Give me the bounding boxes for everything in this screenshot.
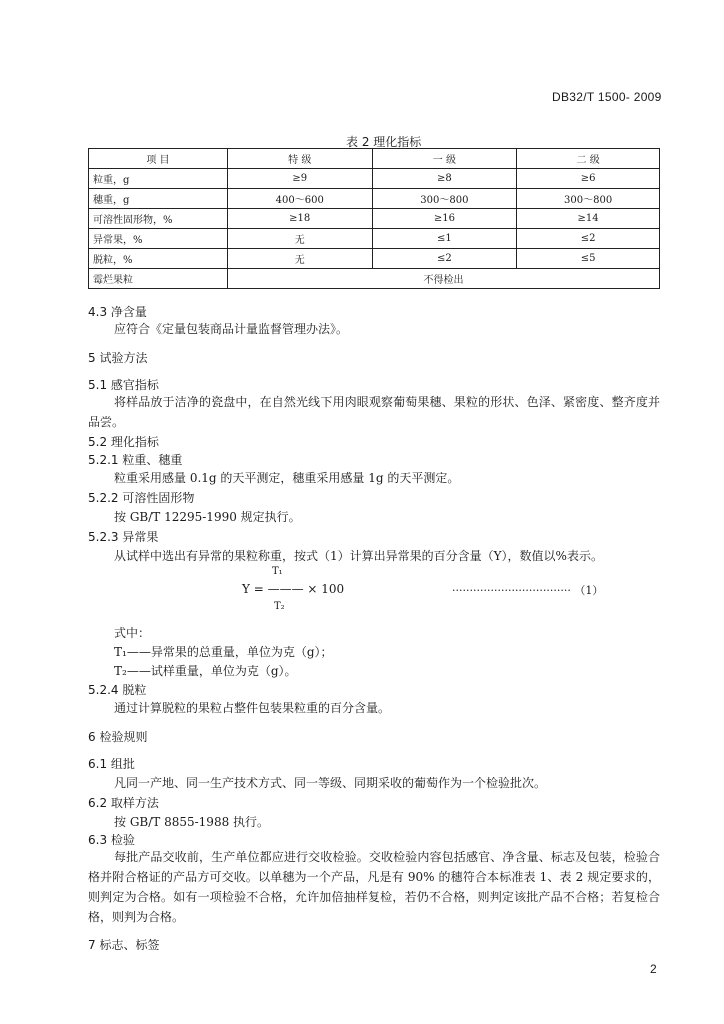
section-heading: 5.2.4 脱粒 xyxy=(88,683,147,697)
table-cell: ≤5 xyxy=(517,249,660,269)
formula-where-label: 式中： xyxy=(114,626,151,640)
section-heading: 5.2.3 异常果 xyxy=(88,530,159,544)
section-text: 粒重采用感量 0.1g 的天平测定，穗重采用感量 1g 的天平测定。 xyxy=(114,471,460,485)
column-header: 特 级 xyxy=(227,149,372,169)
formula-variable: T₁——异常果的总重量，单位为克（g）； xyxy=(114,645,333,659)
formula-denominator: T₂ xyxy=(274,601,285,612)
section-heading: 6.2 取样方法 xyxy=(88,796,159,810)
table-cell: 可溶性固形物，% xyxy=(89,209,228,229)
table-header-row xyxy=(89,149,660,169)
table-cell: 粒重，g xyxy=(89,169,228,189)
section-text: 凡同一产地、同一生产技术方式、同一等级、同期采收的葡萄作为一个检验批次。 xyxy=(114,776,547,790)
table-title: 表 2 理化指标 xyxy=(346,135,422,149)
column-header: 项 目 xyxy=(89,149,228,169)
table-cell: ≤2 xyxy=(517,229,660,249)
document-id: DB32/T 1500- 2009 xyxy=(552,90,662,104)
section-heading: 7 标志、标签 xyxy=(88,938,160,952)
section-text: 将样品放于洁净的瓷盘中，在自然光线下用肉眼观察葡萄果穗、果粒的形状、色泽、紧密度、整齐度并品尝。 xyxy=(88,395,660,429)
formula-number: ·································· （1） xyxy=(452,584,604,597)
column-header: 二 级 xyxy=(517,149,660,169)
table-cell: ≥8 xyxy=(372,169,517,189)
table-cell: 穗重，g xyxy=(89,189,228,209)
section-heading: 5.2.2 可溶性固形物 xyxy=(88,491,195,505)
section-heading: 5.1 感官指标 xyxy=(88,378,159,392)
formula-expression: Y = ——— × 100 xyxy=(242,582,345,596)
table-cell: 异常果，% xyxy=(89,229,228,249)
section-heading: 6.1 组批 xyxy=(88,757,135,771)
section-heading: 4.3 净含量 xyxy=(88,305,147,319)
table-row xyxy=(89,229,660,249)
table-row xyxy=(89,269,660,289)
table-cell: 300～800 xyxy=(372,189,517,209)
section-text: 每批产品交收前，生产单位都应进行交收检验。交收检验内容包括感官、净含量、标志及包装，检验合格并附合格证的产品方可交收。以单穗为一个产品，凡是有 90% 的穗符合本标准表 1、表 2 规定要求的，则判定为合格。如有一项检验不合格，允许加倍抽样复检，若仍不合格，则判定该批产品不合格；若复检合格，则判为合格。 xyxy=(88,850,660,924)
table-cell: ≥9 xyxy=(227,169,372,189)
table-cell: ≥14 xyxy=(517,209,660,229)
table-cell: 300～800 xyxy=(517,189,660,209)
table-cell: 400～600 xyxy=(227,189,372,209)
table-row xyxy=(89,169,660,189)
section-text: 按 GB/T 8855-1988 执行。 xyxy=(114,815,270,829)
section-heading: 5.2 理化指标 xyxy=(88,435,159,449)
section-text: 按 GB/T 12295-1990 规定执行。 xyxy=(114,510,301,524)
formula-numerator: T₁ xyxy=(272,566,283,577)
table-cell: 不得检出 xyxy=(227,269,659,289)
section-text: 通过计算脱粒的果粒占整件包装果粒重的百分含量。 xyxy=(114,701,391,715)
section-text: 从试样中选出有异常的果粒称重，按式（1）计算出异常果的百分含量（Y），数值以%表示。 xyxy=(114,549,603,563)
table-cell: 无 xyxy=(227,229,372,249)
page-number: 2 xyxy=(650,962,657,976)
table-cell: ≤2 xyxy=(372,249,517,269)
section-heading: 5.2.1 粒重、穗重 xyxy=(88,453,183,467)
formula-variable: T₂——试样重量，单位为克（g）。 xyxy=(114,664,297,678)
column-header: 一 级 xyxy=(372,149,517,169)
table-cell: ≥6 xyxy=(517,169,660,189)
table-row xyxy=(89,189,660,209)
table-row xyxy=(89,209,660,229)
table-cell: 霉烂果粒 xyxy=(89,269,228,289)
table-cell: ≥18 xyxy=(227,209,372,229)
table-cell: ≤1 xyxy=(372,229,517,249)
section-heading: 6.3 检验 xyxy=(88,833,135,847)
section-heading: 6 检验规则 xyxy=(88,730,148,744)
section-text: 应符合《定量包装商品计量监督管理办法》。 xyxy=(114,322,349,336)
table-row xyxy=(89,249,660,269)
table-cell: 无 xyxy=(227,249,372,269)
section-heading: 5 试验方法 xyxy=(88,351,148,365)
table-cell: ≥16 xyxy=(372,209,517,229)
table-cell: 脱粒，% xyxy=(89,249,228,269)
spec-table xyxy=(88,148,660,289)
